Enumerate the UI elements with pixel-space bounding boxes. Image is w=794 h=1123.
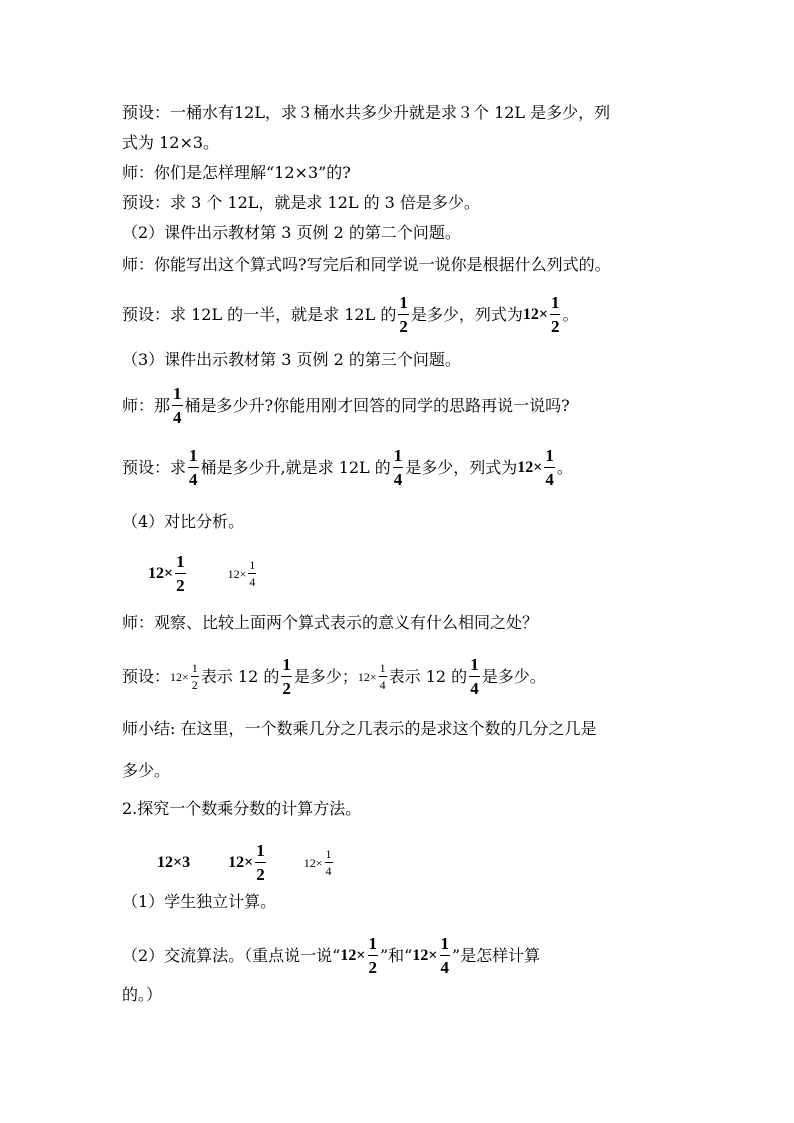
text-line-11: （4）对比分析。	[122, 512, 245, 531]
fraction-half: $\frac{1}{2}$	[399, 293, 408, 336]
fraction-quarter: $\frac{1}{4}$	[393, 446, 403, 489]
comparison-expressions	[148, 553, 258, 594]
text-line-14	[122, 656, 546, 697]
text-line-8: （3）课件出示教材第 3 页例 2 的第三个问题。	[122, 350, 461, 369]
text-run: 是多少。	[481, 666, 546, 686]
fraction-half: $\frac{1}{2}$	[191, 661, 198, 692]
text-line-19: （1）学生独立计算。	[122, 892, 277, 911]
text-run: 。	[556, 457, 573, 477]
fraction-half: $\frac{1}{2}$	[176, 552, 185, 595]
math-expression: 12×3	[157, 853, 191, 871]
text-run: （2）交流算法。（重点说一说“	[122, 945, 341, 965]
text-line-13: 师：观察、比较上面两个算式表示的意义有什么相同之处？	[122, 613, 539, 632]
text-line-2: 式为 12×3。	[122, 133, 220, 152]
text-line-6: 师：你能写出这个算式吗?写完后和同学说一说你是根据什么列式的。	[122, 255, 611, 274]
text-line-9	[122, 385, 570, 426]
text-run: 预设：	[122, 666, 171, 686]
math-expression: 12×	[228, 853, 254, 871]
text-line-20	[122, 935, 540, 976]
fraction-quarter: $\frac{1}{4}$	[249, 558, 256, 589]
text-run: 。	[562, 304, 579, 324]
text-line-7	[122, 294, 578, 335]
math-expression: 12×	[303, 855, 323, 870]
math-expression: 12×	[170, 669, 189, 684]
calculation-expressions	[157, 842, 335, 883]
text-line-4: 预设：求 3 个 12L，就是求 12L 的 3 倍是多少。	[122, 193, 480, 212]
fraction-half: $\frac{1}{2}$	[550, 293, 560, 336]
fraction-half: $\frac{1}{2}$	[282, 655, 291, 698]
fraction-quarter: $\frac{1}{4}$	[440, 934, 449, 977]
fraction-quarter: $\frac{1}{4}$	[325, 847, 332, 878]
math-expression: 12×	[357, 669, 377, 684]
text-line-16: 多少。	[122, 761, 171, 780]
text-line-1: 预设：一桶水有12L，求３桶水共多少升就是求３个 12L 是多少，列	[122, 103, 611, 122]
text-run: 预设：求	[122, 457, 187, 477]
text-run: 表示 12 的	[388, 666, 468, 686]
text-line-17: 2.探究一个数乘分数的计算方法。	[122, 799, 362, 818]
text-run: 预设：求 12L 的一半，就是求 12L 的	[122, 304, 397, 324]
math-expression: 12×	[227, 566, 247, 581]
text-run: ”是怎样计算	[452, 945, 541, 965]
math-expression: 12×	[148, 564, 174, 582]
fraction-quarter: $\frac{1}{4}$	[379, 661, 386, 692]
text-run: ”和“	[380, 945, 413, 965]
text-run: 表示 12 的	[200, 666, 280, 686]
fraction-quarter: $\frac{1}{4}$	[173, 384, 182, 427]
text-run: 师：那	[122, 395, 171, 415]
math-expression: 12×	[340, 946, 366, 964]
text-line-3: 师：你们是怎样理解“12×3”的?	[122, 163, 351, 182]
text-line-5: （2）课件出示教材第 3 页例 2 的第二个问题。	[122, 223, 461, 242]
text-line-21: 的。）	[122, 985, 163, 1004]
text-run: 是多少；	[293, 666, 358, 686]
fraction-quarter: $\frac{1}{4}$	[470, 655, 479, 698]
text-run: 是多少，列式为	[410, 304, 523, 324]
fraction-quarter: $\frac{1}{4}$	[545, 446, 554, 489]
fraction-quarter: $\frac{1}{4}$	[189, 446, 198, 489]
text-line-15: 师小结: 在这里，一个数乘几分之几表示的是求这个数的几分之几是	[122, 719, 597, 738]
text-run: 桶是多少升?你能用刚才回答的同学的思路再说一说吗?	[184, 395, 570, 415]
fraction-half: $\frac{1}{2}$	[368, 934, 377, 977]
math-expression: 12×	[522, 305, 548, 323]
math-expression: 12×	[517, 458, 543, 476]
math-expression: 12×	[412, 946, 438, 964]
text-run: 桶是多少升,就是求 12L 的	[200, 457, 391, 477]
text-line-10	[122, 447, 573, 488]
text-run: 是多少，列式为	[405, 457, 518, 477]
fraction-half: $\frac{1}{2}$	[256, 841, 265, 884]
